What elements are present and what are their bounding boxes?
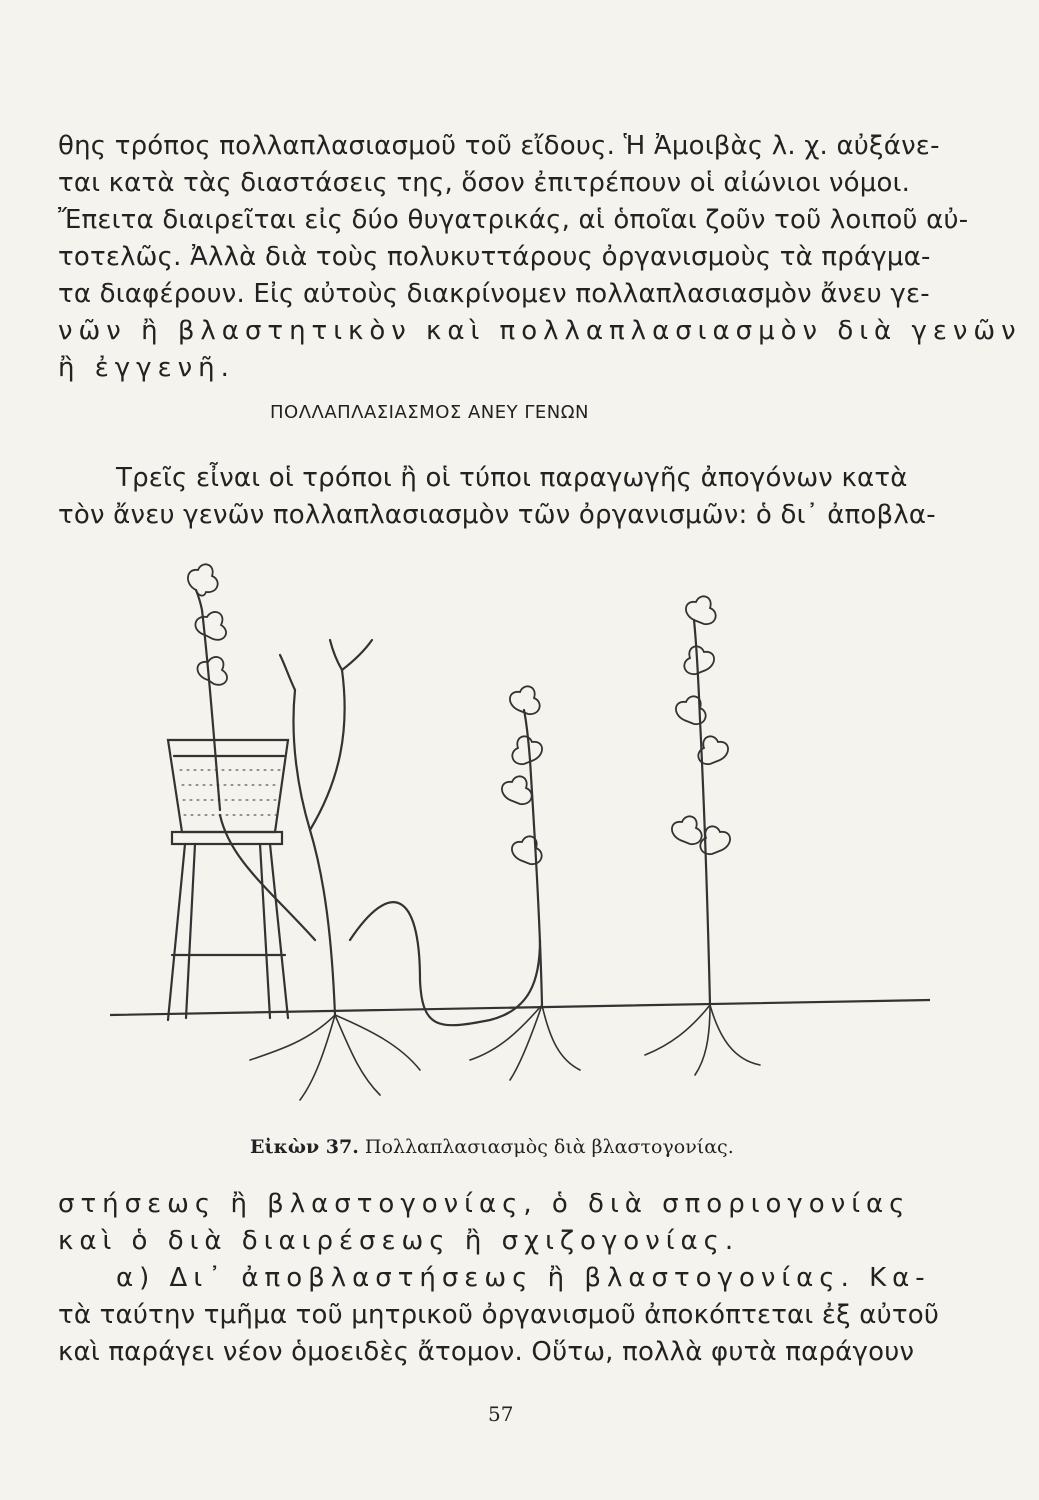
- caption-label: Εἰκὼν 37.: [250, 1136, 359, 1158]
- text-line: α) Δι᾽ ἀποβλαστήσεως ἢ βλαστογονίας. Κα-: [116, 1263, 931, 1293]
- text-line: θης τρόπος πολλαπλασιασμοῦ τοῦ εἴδους. Ἡ Ἀμοιβὰς λ. χ. αὐξάνε-: [58, 131, 940, 161]
- stool-drawing: [168, 832, 288, 1020]
- text-line: καὶ ὁ διὰ διαιρέσεως ἢ σχιζογονίας.: [58, 1226, 740, 1256]
- figure-caption: [250, 1136, 734, 1158]
- text-line: ται κατὰ τὰς διαστάσεις της, ὅσον ἐπιτρέπουν οἱ αἰώνιοι νόμοι.: [58, 168, 911, 198]
- budding-propagation-illustration: [110, 560, 930, 1120]
- ground-line: [110, 1000, 930, 1015]
- page-number: 57: [488, 1402, 514, 1426]
- top-paragraph: [58, 128, 1022, 387]
- jar-plant-stem: [196, 590, 220, 810]
- text-line: νῶν ἢ βλαστητικὸν καὶ πολλαπλασιασμὸν διὰ γενῶν: [58, 316, 1022, 346]
- jar-drawing: [168, 740, 288, 832]
- text-line: τὰ ταύτην τμῆμα τοῦ μητρικοῦ ὀργανισμοῦ ἀποκόπτεται ἐξ αὐτοῦ: [58, 1300, 940, 1330]
- text-line: ἢ ἐγγενῆ.: [58, 353, 235, 383]
- section-heading: ΠΟΛΛΑΠΛΑΣΙΑΣΜΟΣ ΑΝΕΥ ΓΕΝΩΝ: [270, 402, 589, 423]
- caption-text: Πολλαπλασιασμὸς διὰ βλαστογονίας.: [364, 1136, 734, 1158]
- text-line: καὶ παράγει νέον ὁμοειδὲς ἄτομον. Οὕτω, πολλὰ φυτὰ παράγουν: [58, 1337, 915, 1367]
- text-line: Τρεῖς εἶναι οἱ τρόποι ἢ οἱ τύποι παραγωγῆς ἀπογόνων κατὰ: [116, 463, 908, 493]
- text-line: τοτελῶς. Ἀλλὰ διὰ τοὺς πολυκυττάρους ὀργανισμοὺς τὰ πράγμα-: [58, 242, 931, 272]
- leaves-drawing: [188, 564, 730, 864]
- right-plant-stem: [694, 620, 710, 1005]
- mother-plant-trunk: [293, 690, 335, 1015]
- bottom-paragraph: [58, 1186, 940, 1371]
- roots-drawing: [250, 1005, 760, 1100]
- intro-paragraph: [58, 460, 936, 534]
- text-line: Ἔπειτα διαιρεῖται εἰς δύο θυγατρικάς, αἱ ὁποῖαι ζοῦν τοῦ λοιποῦ αὐ-: [58, 205, 969, 235]
- text-line: τα διαφέρουν. Εἰς αὐτοὺς διακρίνομεν πολλαπλασιασμὸν ἄνευ γε-: [58, 279, 930, 309]
- text-line: στήσεως ἢ βλαστογονίας, ὁ διὰ σποριογονίας: [58, 1189, 911, 1219]
- text-line: τὸν ἄνευ γενῶν πολλαπλασιασμὸν τῶν ὀργανισμῶν: ὁ δι᾽ ἀποβλα-: [58, 500, 936, 530]
